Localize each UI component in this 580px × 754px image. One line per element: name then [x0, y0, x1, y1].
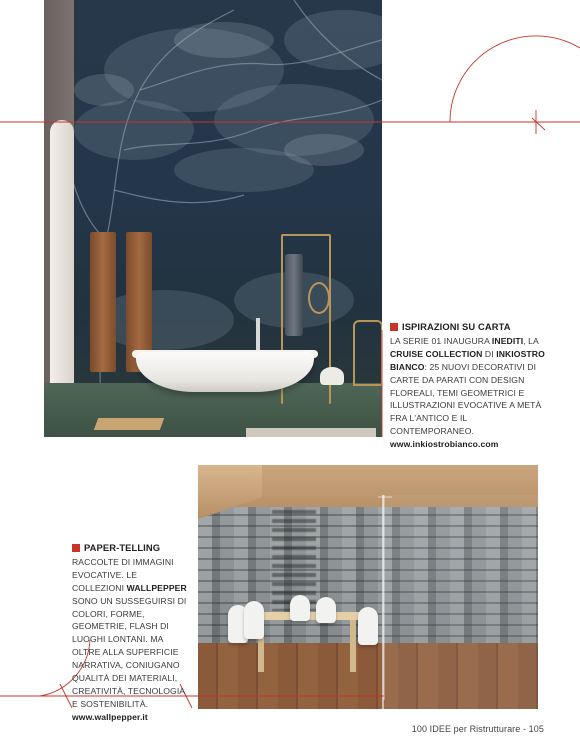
- website-link[interactable]: www.wallpepper.it: [72, 711, 148, 722]
- table-leg: [350, 620, 356, 672]
- arched-niche: [50, 120, 74, 420]
- caption-title: ISPIRAZIONI SU CARTA: [390, 321, 548, 334]
- page-footer: 100 IDEE per Ristrutturare - 105: [411, 724, 544, 734]
- red-square-bullet: [72, 544, 80, 552]
- brand-inkiostro-bianco: INKIOSTRO BIANCO: [390, 348, 545, 372]
- collection-name: CRUISE COLLECTION: [390, 348, 483, 359]
- caption-ispirazioni: ISPIRAZIONI SU CARTA LA SERIE 01 INAUGURA INEDITI, LA CRUISE COLLECTION DI INKIOSTRO BIANCO: 25 NUOVI DECORATIVI DI CARTE DA PARATI CON DESIGN FLOREALI, TEMI GEOMETRICI E ILLUSTRAZIONI EVOCATIVE A METÀ FRA L'ANTICO E IL CONTEMPORANEO. www.inkiostrobianco.com: [390, 321, 548, 451]
- gold-tray: [94, 418, 164, 430]
- round-mirror: [308, 282, 330, 314]
- calligraphy-motif: [272, 501, 316, 611]
- stool: [320, 367, 344, 385]
- caption-title: PAPER-TELLING: [72, 542, 190, 555]
- bathroom-photo: [44, 0, 382, 437]
- red-square-bullet: [390, 323, 398, 331]
- red-arc-top: [450, 36, 580, 122]
- website-link[interactable]: www.inkiostrobianco.com: [390, 439, 499, 450]
- caption-paper-telling: PAPER-TELLING RACCOLTE DI IMMAGINI EVOCATIVE. LE COLLEZIONI WALLPEPPER SONO UN SUSSEGUIRSI DI COLORI, FORME, GEOMETRIE, FLASH DI LUOGHI LONTANI. MA OLTRE ALLA SUPERFICIE NARRATIVA, CONIUGANO QUALITÀ DEI MATERIALI, CREATIVITÀ, TECNOLOGIA E SOSTENIBILITÀ. www.wallpepper.it: [72, 542, 190, 724]
- freestanding-bathtub: [136, 352, 314, 392]
- glass-partition: [382, 495, 538, 709]
- white-chair: [290, 595, 310, 621]
- wire-chair: [353, 320, 382, 386]
- brand-ineditI: INEDITI: [491, 335, 524, 346]
- bath-rug: [246, 428, 376, 437]
- red-cross: [532, 118, 545, 130]
- white-chair: [358, 607, 378, 645]
- tub-faucet: [256, 318, 260, 352]
- office-photo: [198, 465, 538, 709]
- wood-cabinet-left: [90, 232, 116, 372]
- white-chair: [244, 601, 264, 639]
- hanging-robe: [285, 254, 303, 336]
- brand-wallpepper: WALLPEPPER: [126, 582, 187, 593]
- white-chair: [316, 597, 336, 623]
